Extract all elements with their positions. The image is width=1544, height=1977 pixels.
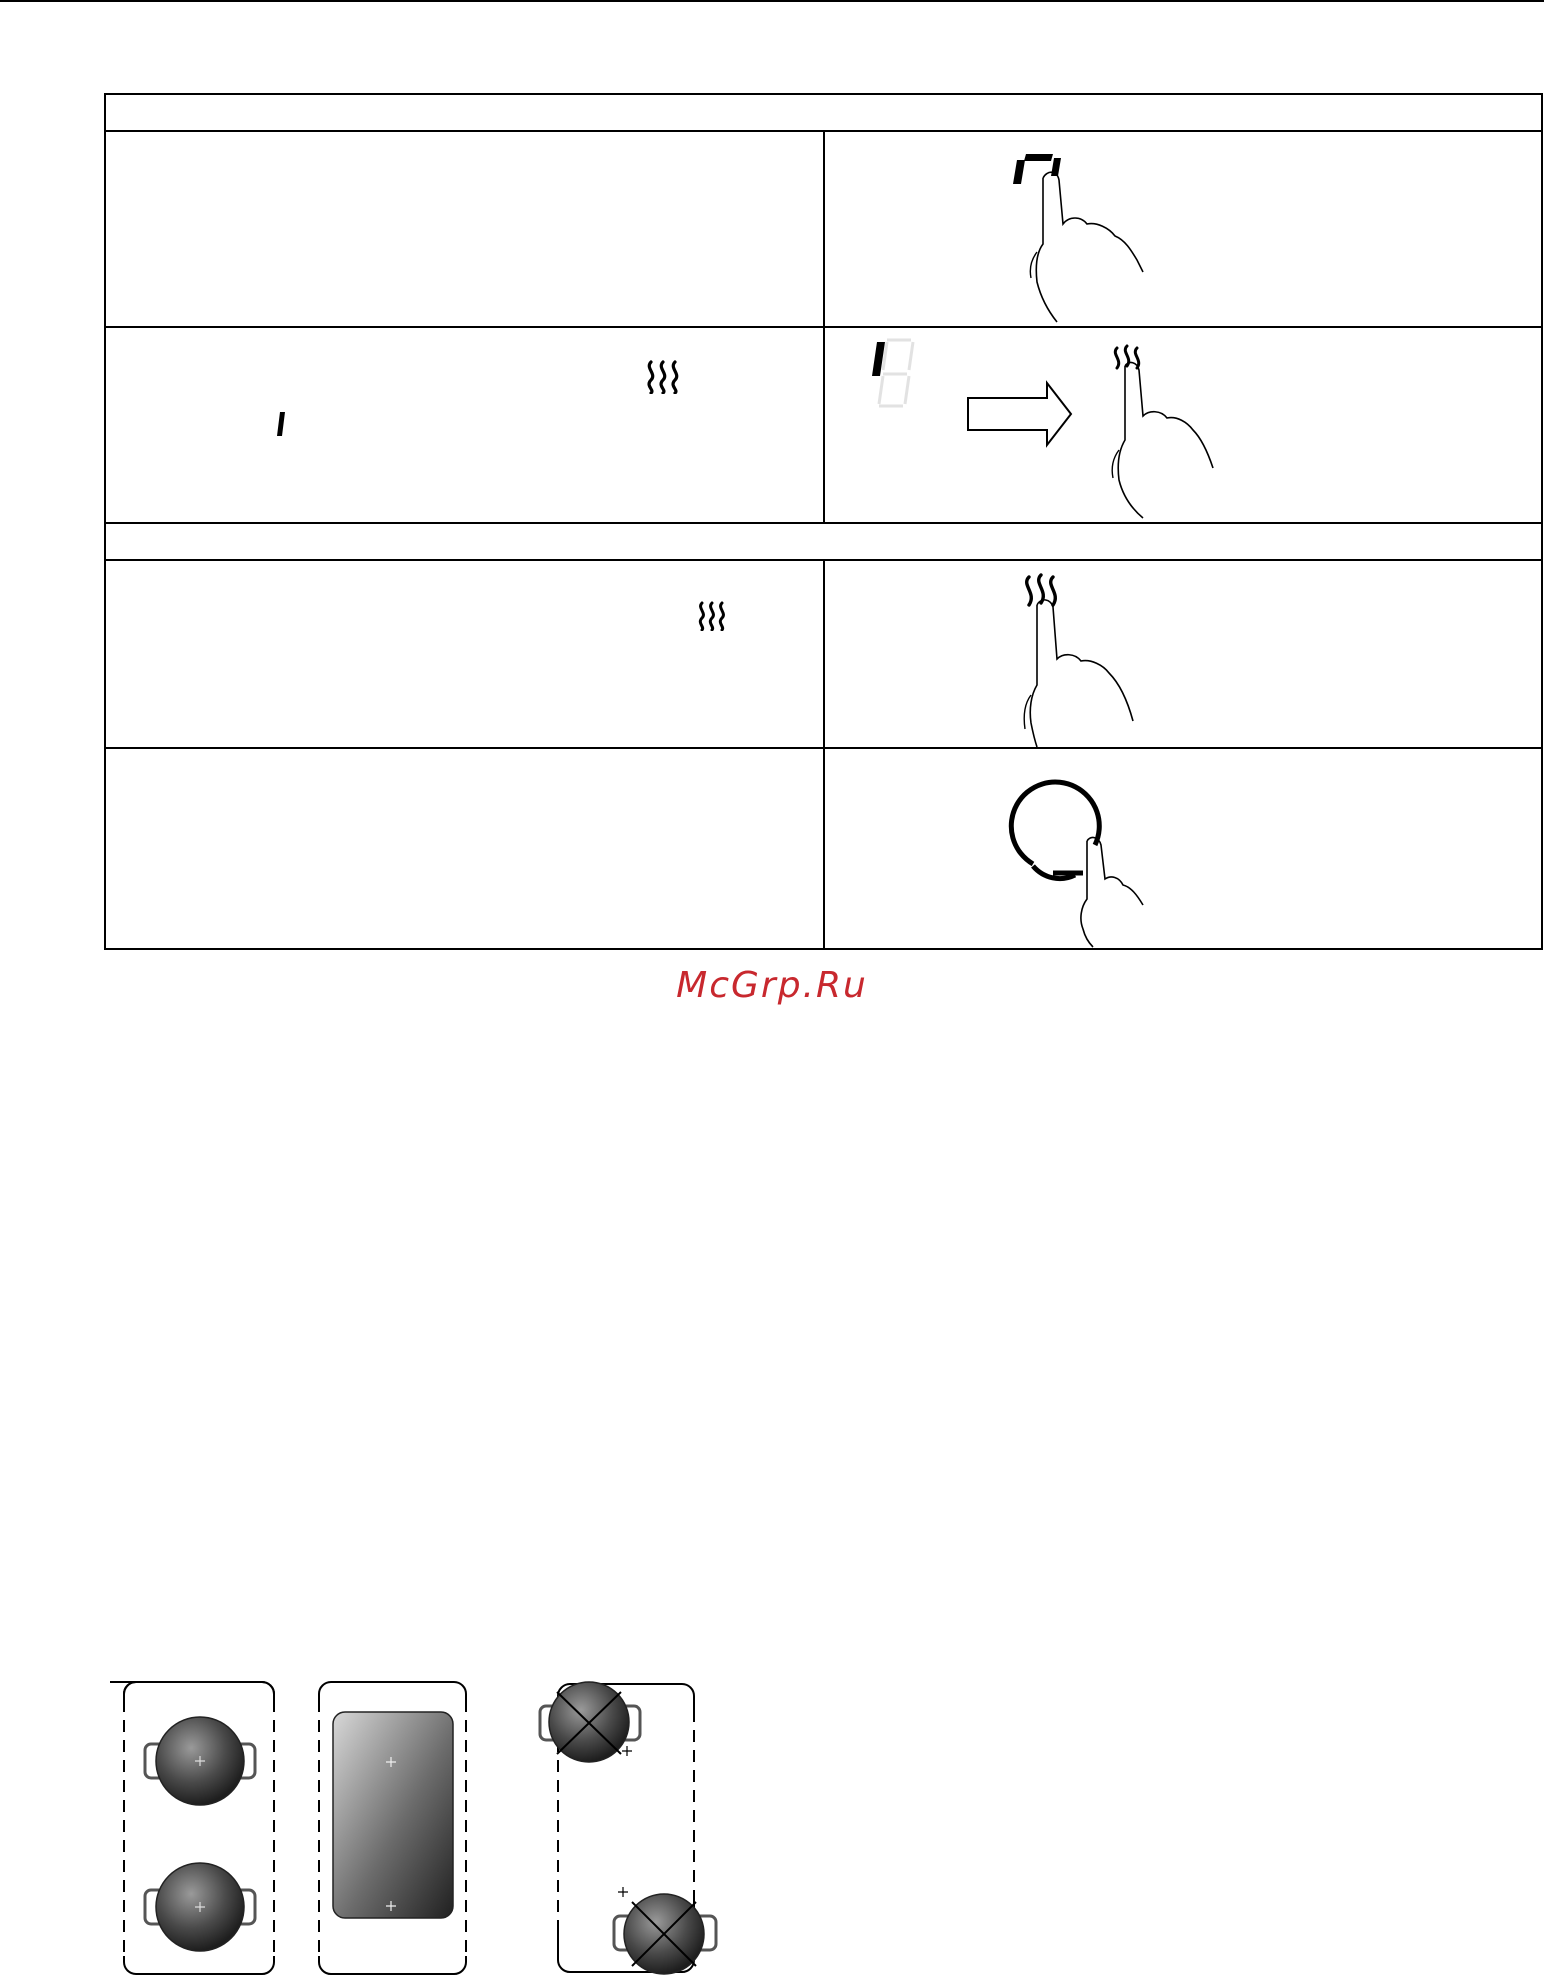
step-illustration-3: [824, 560, 1543, 748]
two-round-pans-panel: [110, 1682, 274, 1974]
step-illustration-2: [824, 327, 1543, 523]
step-row-2: [105, 327, 1542, 523]
section-header-1: [105, 94, 1542, 131]
step-text-4: [105, 748, 824, 949]
heat-waves-icon: [696, 601, 728, 631]
pan-placement-diagram: [100, 1680, 740, 1977]
instruction-table: [104, 93, 1543, 950]
top-rule: [0, 0, 1544, 2]
watermark: McGrp.Ru: [676, 965, 868, 1006]
misplaced-pans-panel: [540, 1682, 716, 1974]
round-pan-top: [145, 1717, 255, 1805]
step-text-1: [105, 131, 824, 327]
step-row-4: [105, 748, 1542, 949]
step-illustration-4: [824, 748, 1543, 949]
step-row-1: [105, 131, 1542, 327]
finger-touching-display-icon: [825, 132, 1355, 326]
misplaced-pan-bottom: [614, 1894, 716, 1974]
misplaced-pan-top: [540, 1682, 640, 1762]
step-text-2: [105, 327, 824, 523]
section-header-row-2: [105, 523, 1542, 560]
finger-touching-ring-slider-icon: [825, 749, 1355, 948]
round-pan-bottom: [145, 1863, 255, 1951]
rectangular-pan: [333, 1712, 453, 1918]
display-one-arrow-to-heat-symbol-icon: [825, 328, 1355, 522]
finger-touching-heat-symbol-icon: [825, 561, 1355, 747]
one-rectangular-pan-panel: [319, 1682, 466, 1974]
step-row-3: [105, 560, 1542, 748]
step-illustration-1: [824, 131, 1543, 327]
segment-one-icon: [276, 411, 286, 437]
heat-waves-icon: [643, 360, 683, 394]
section-header-2: [105, 523, 1542, 560]
step-text-3: [105, 560, 824, 748]
section-header-row: [105, 94, 1542, 131]
